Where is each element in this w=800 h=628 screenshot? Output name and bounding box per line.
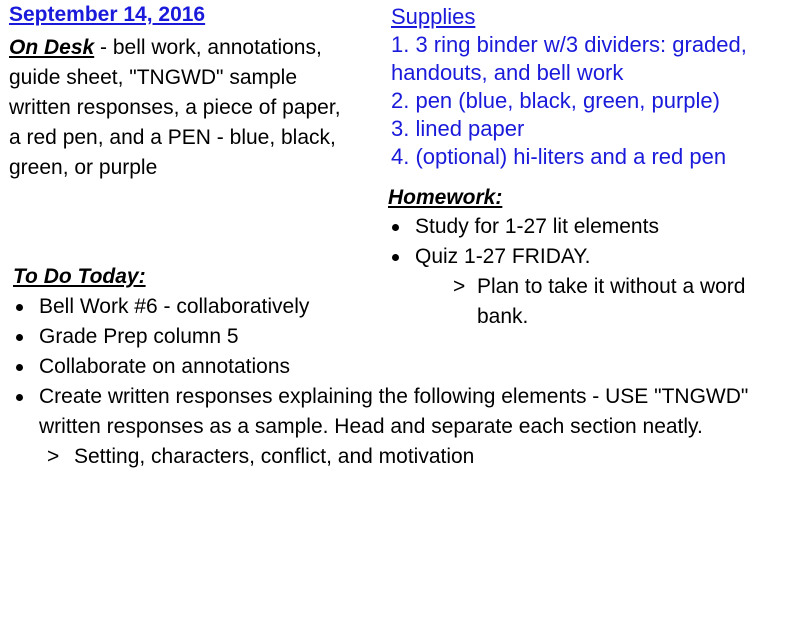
- todo-item: Collaborate on annotations: [12, 352, 782, 382]
- homework-title: Homework:: [388, 186, 503, 209]
- homework-item: Study for 1-27 lit elements: [388, 212, 798, 242]
- sub-marker: >: [47, 445, 60, 468]
- on-desk-label: On Desk: [9, 36, 95, 59]
- todo-sub-list: [39, 442, 782, 472]
- todo-sub-item-text: Setting, characters, conflict, and motivation: [74, 445, 475, 468]
- todo-item: Grade Prep column 5: [12, 322, 782, 352]
- homework-sub-item-text: Plan to take it without a word bank.: [477, 275, 746, 328]
- sub-marker: >: [453, 275, 466, 298]
- supply-item: 3. lined paper: [391, 116, 525, 141]
- date-heading: September 14, 2016: [9, 3, 206, 26]
- supplies-title: Supplies: [391, 4, 476, 29]
- homework-item-text: Quiz 1-27 FRIDAY.: [415, 245, 591, 268]
- todo-item: Bell Work #6 - collaboratively: [12, 292, 782, 322]
- todo-list: [12, 292, 782, 472]
- todo-sub-item: [47, 442, 782, 472]
- todo-item: [12, 382, 782, 472]
- supply-item: 2. pen (blue, black, green, purple): [391, 88, 720, 113]
- supply-item: 1. 3 ring binder w/3 dividers: graded, handouts, and bell work: [391, 32, 747, 85]
- on-desk-text: - bell work, annotations, guide sheet, "TNGWD" sample written responses, a piece of paper, a red pen, and a PEN - blue, black, green, or purple: [9, 36, 341, 179]
- on-desk-section: [9, 33, 354, 183]
- supplies-list: [391, 31, 800, 171]
- todo-title: To Do Today:: [13, 265, 146, 288]
- todo-item-text: Create written responses explaining the following elements - USE "TNGWD" written responses as a sample. Head and separate each section neatly.: [39, 385, 749, 438]
- supply-item: 4. (optional) hi-liters and a red pen: [391, 144, 727, 169]
